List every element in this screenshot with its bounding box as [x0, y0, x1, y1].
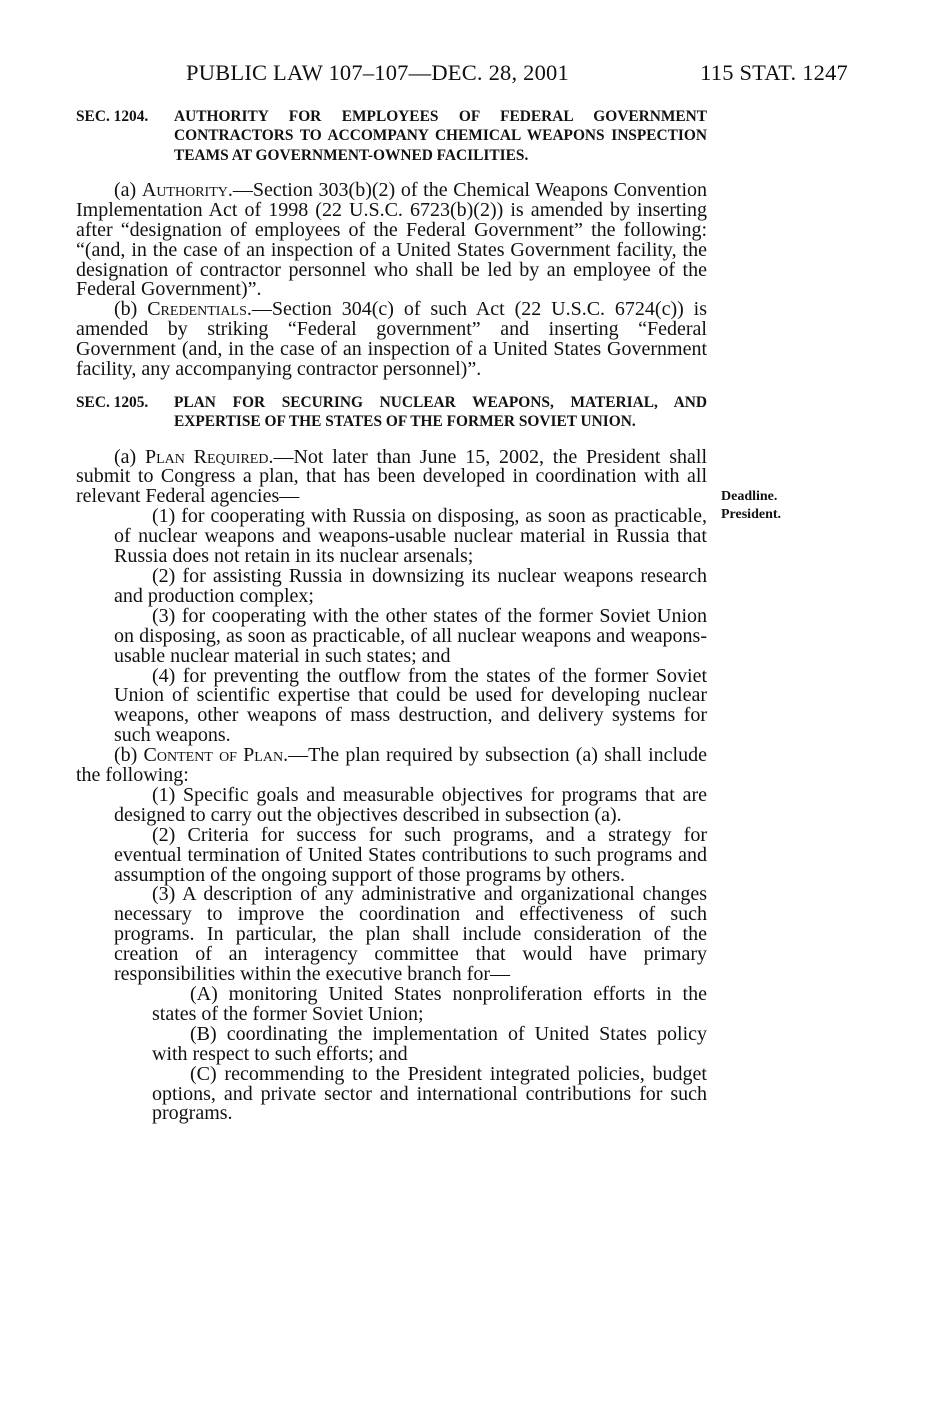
subparagraph-item: (C) recommending to the President integrated policies, budget options, and private sector and international contributions for such programs. [152, 1062, 707, 1125]
subsection-heading: Credentials [147, 298, 247, 321]
paragraph-item: (3) for cooperating with the other states of the former Soviet Union on disposing, as soon as practicable, of all nuclear weapons and weapons-usable nuclear material in such states; and [114, 604, 707, 667]
section-1205-subsection-a [76, 445, 708, 508]
margin-note-president: President. [721, 507, 782, 522]
statute-page-number: 115 STAT. 1247 [700, 60, 848, 85]
subsection-text: .—Not later than June 15, 2002, the President shall submit to Congress a plan, that has been developed in coordination with all relevant Federal agencies— [76, 445, 708, 508]
paragraph-item: (3) A description of any administrative and organizational changes necessary to improve the coordination and effectiveness of such programs. In particular, the plan shall include consideration of the creation of an interagency committee that would have primary responsibilities within the executive branch for— [114, 883, 707, 986]
subsection-text: .—The plan required by subsection (a) shall include the following: [76, 744, 707, 787]
subsection-heading: Authority [141, 178, 228, 201]
public-law-citation: PUBLIC LAW 107–107—DEC. 28, 2001 [186, 60, 569, 85]
document-body [76, 107, 707, 1124]
section-1205-heading [76, 393, 707, 432]
paragraph-item: (2) Criteria for success for such programs, and a strategy for eventual termination of United States contributions to such programs and assumption of the ongoing support of those programs by others. [114, 823, 707, 886]
subsection-heading: Plan Required [144, 445, 269, 468]
section-1204-subsection-a [76, 178, 707, 301]
section-1204-subsection-b [76, 300, 707, 380]
section-1205-subsection-b [76, 746, 707, 786]
paragraph-item: (4) for preventing the outflow from the states of the former Soviet Union of scientific expertise that could be used for developing nuclear weapons, other weapons of mass destruction, and delivery systems for such weapons. [114, 664, 707, 747]
subsection-text: .—Section 304(c) of such Act (22 U.S.C. 6724(c)) is amended by striking “Federal government” and inserting “Federal Government (and, in the case of an inspection of a United States Government facility, any accompanying contractor personnel)”. [76, 298, 708, 381]
margin-note-deadline: Deadline. [721, 489, 778, 504]
running-head [186, 60, 848, 90]
paragraph-item: (2) for assisting Russia in downsizing its nuclear weapons research and production complex; [114, 564, 707, 607]
subsection-marker: (b) [114, 298, 148, 321]
subsection-heading: Content of Plan [143, 744, 284, 767]
subsection-marker: (a) [114, 445, 145, 468]
paragraph-item: (1) for cooperating with Russia on disposing, as soon as practicable, of nuclear weapons and weapons-usable nuclear material in Russia that Russia does not retain in its nuclear arsenals; [114, 505, 707, 568]
paragraph-item: (1) Specific goals and measurable objectives for programs that are designed to carry out the objectives described in subsection (a). [114, 783, 707, 826]
subparagraph-item: (A) monitoring United States nonproliferation efforts in the states of the former Soviet Union; [152, 983, 707, 1025]
section-1204-heading [76, 107, 707, 165]
section-1204-title: AUTHORITY FOR EMPLOYEES OF FEDERAL GOVERNMENT CONTRACTORS TO ACCOMPANY CHEMICAL WEAPONS INSPECTION TEAMS AT GOVERNMENT-OWNED FACILITIES. [174, 108, 707, 164]
subsection-marker: (b) [114, 744, 144, 767]
subsection-marker: (a) [114, 178, 142, 201]
subsection-text: .—Section 303(b)(2) of the Chemical Weapons Convention Implementation Act of 1998 (22 U.S.C. 6723(b)(2)) is amended by inserting after “designation of employees of the Federal Government” the following: “(and, in the case of an inspection of a United States Government facility, the designation of contractor personnel who shall be led by an employee of the Federal Government)”. [76, 178, 707, 301]
section-1205-title: PLAN FOR SECURING NUCLEAR WEAPONS, MATERIAL, AND EXPERTISE OF THE STATES OF THE FORMER SOVIET UNION. [174, 393, 707, 431]
margin-note [721, 488, 831, 524]
section-1204-number: SEC. 1204. [76, 108, 149, 125]
section-1205-number: SEC. 1205. [76, 393, 149, 411]
subparagraph-item: (B) coordinating the implementation of United States policy with respect to such efforts; and [152, 1022, 707, 1065]
